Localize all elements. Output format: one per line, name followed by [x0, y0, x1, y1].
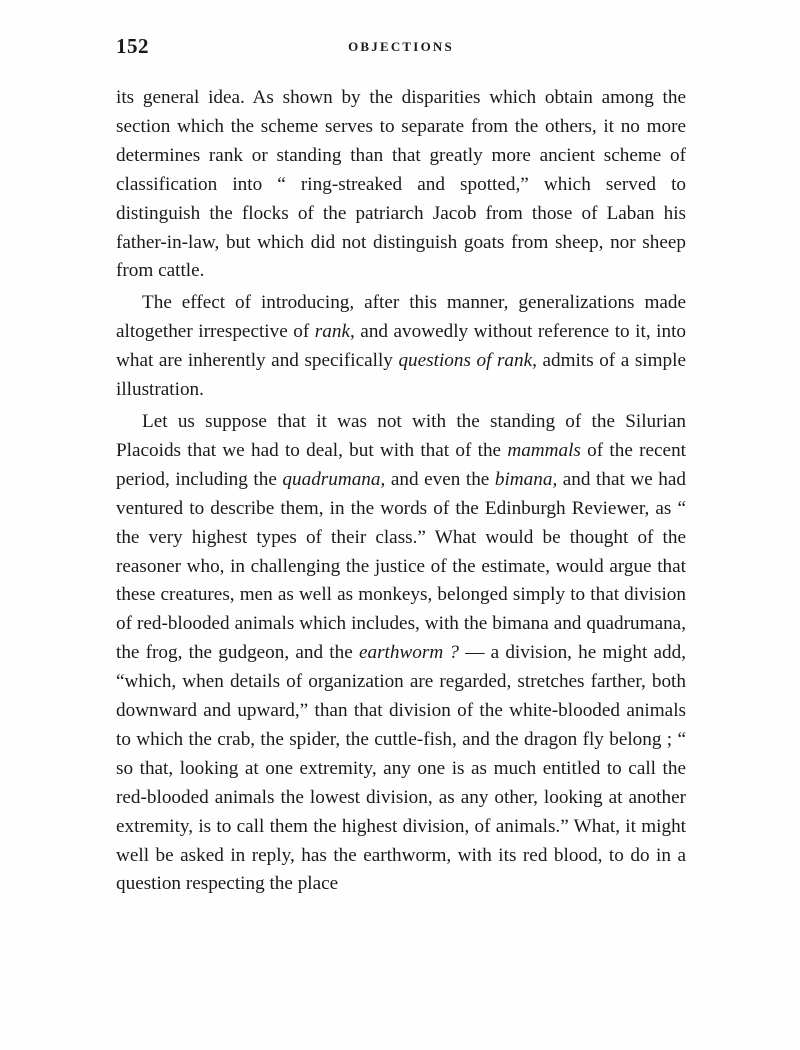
paragraph-2	[116, 289, 686, 405]
text-segment: , admits of a simple illustration.	[116, 350, 686, 401]
text-segment: — a division, he might add, “which, when details of organization are regarded, stretches farther, both downward and upward,” than that division of the white-blooded animals to which the crab, the spider, the cuttle-fish, and the dragon fly belong ; “ so that, looking at one extremity, any one is as much entitled to call the red-blooded animals the lowest division, as any other, looking at another extremity, is to call them the highest division, of animals.” What, it might well be asked in reply, has the earthworm, with its red blood, to do in a question respecting the place	[116, 642, 686, 895]
text-segment: of the recent period, including the	[116, 439, 687, 490]
text-segment: Let us suppose that it was not with the standing of the Silurian Placoids that we had to deal, but with that of the	[116, 410, 686, 461]
italic-text-segment: mammals	[507, 439, 581, 461]
body-text	[116, 84, 686, 902]
italic-text-segment: questions of rank	[398, 350, 533, 372]
text-segment: , and avowedly without reference to it, into what are inherently and specifically	[116, 321, 686, 372]
text-segment: , and even the	[380, 468, 495, 490]
text-segment: its general idea. As shown by the disparities which obtain among the section which the scheme serves to separate from the others, it no more determines rank or standing than that greatly more ancient scheme of classification into “ ring-streaked and spotted,” which served to distinguish the flocks of the patriarch Jacob from those of Laban his father-in-law, but which did not distinguish goats from sheep, nor sheep from cattle.	[116, 87, 686, 282]
italic-text-segment: quadrumana	[282, 468, 381, 490]
text-segment: and that we had ventured to describe them, in the words of the Edinburgh Reviewer, as “ the very highest types of their class.” What would be thought of the reasoner who, in challenging the justice of the estimate, would argue that these creatures, men as well as monkeys, belonged simply to that division of red-blooded animals which includes, with the bimana and quadrumana, the frog, the gudgeon, and the	[116, 468, 687, 664]
paragraph-1	[116, 84, 686, 286]
paragraph-3	[116, 408, 686, 899]
running-title: OBJECTIONS	[348, 39, 454, 54]
text-segment: The effect of introducing, after this manner, generalizations made altogether irrespective of	[116, 292, 686, 343]
italic-text-segment: rank	[314, 321, 350, 343]
running-head	[116, 34, 686, 64]
italic-text-segment: earthworm ?	[358, 642, 459, 664]
page-number: 152	[116, 34, 149, 58]
italic-text-segment: bimana,	[494, 468, 558, 490]
